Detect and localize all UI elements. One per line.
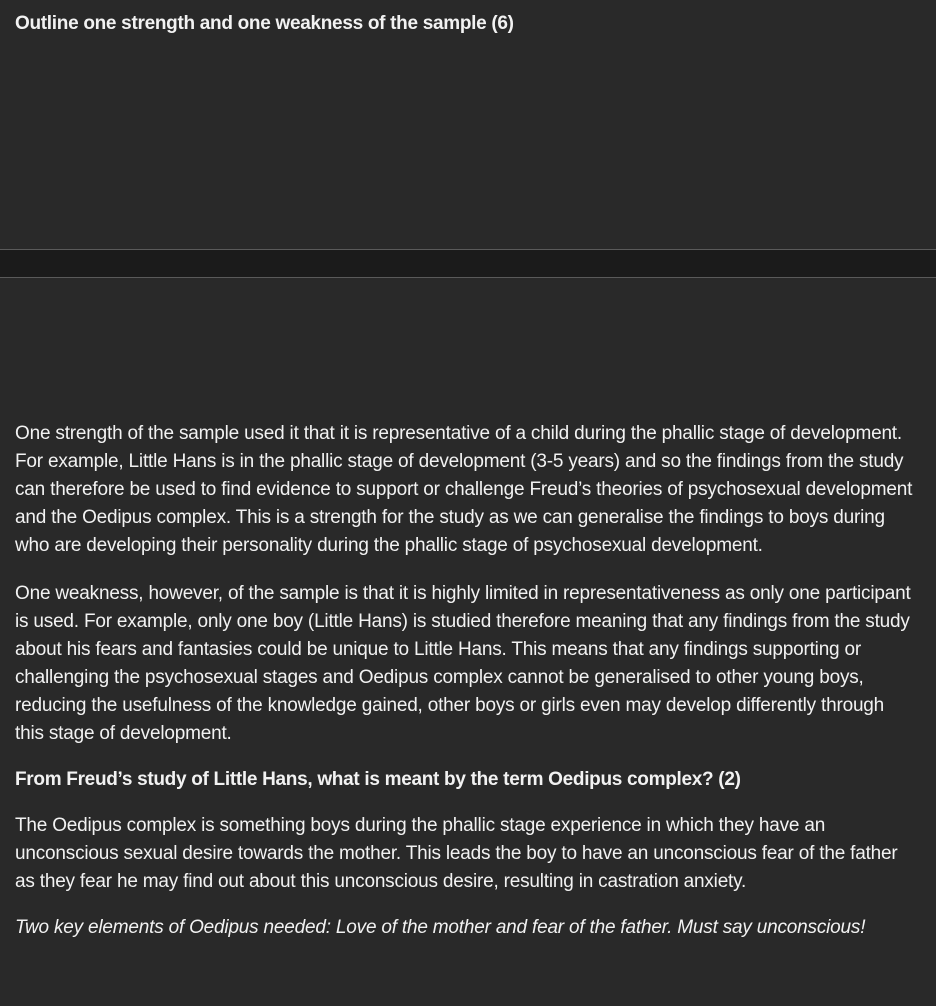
oedipus-question-heading: From Freud’s study of Little Hans, what is meant by the term Oedipus complex? (2) — [15, 769, 741, 790]
answer-content — [15, 420, 915, 942]
marking-note: Two key elements of Oedipus needed: Love of the mother and fear of the father. Must say unconscious! — [15, 917, 866, 938]
strength-paragraph: One strength of the sample used it that it is representative of a child during the phallic stage of development. For example, Little Hans is in the phallic stage of development (3-5 years) and so the findings from the study can therefore be used to find evidence to support or challenge Freud’s theories of psychosexual development and the Oedipus complex. This is a strength for the study as we can generalise the findings to boys during who are developing their personality during the phallic stage of psychosexual development. — [15, 423, 913, 556]
oedipus-answer-paragraph: The Oedipus complex is something boys during the phallic stage experience in which they have an unconscious sexual desire towards the mother. This leads the boy to have an unconscious fear of the father as they fear he may find out about this unconscious desire, resulting in castration anxiety. — [15, 815, 898, 892]
weakness-paragraph: One weakness, however, of the sample is that it is highly limited in representativeness as only one participant is used. For example, only one boy (Little Hans) is studied therefore meaning that any findings from the study about his fears and fantasies could be unique to Little Hans. This means that any findings supporting or challenging the psychosexual stages and Oedipus complex cannot be generalised to other young boys, reducing the usefulness of the knowledge gained, other boys or girls even may develop differently through this stage of development. — [15, 583, 911, 744]
question-panel — [0, 0, 936, 249]
question-heading: Outline one strength and one weakness of the sample (6) — [15, 13, 514, 34]
section-divider — [0, 249, 936, 278]
answer-panel — [0, 278, 936, 1006]
